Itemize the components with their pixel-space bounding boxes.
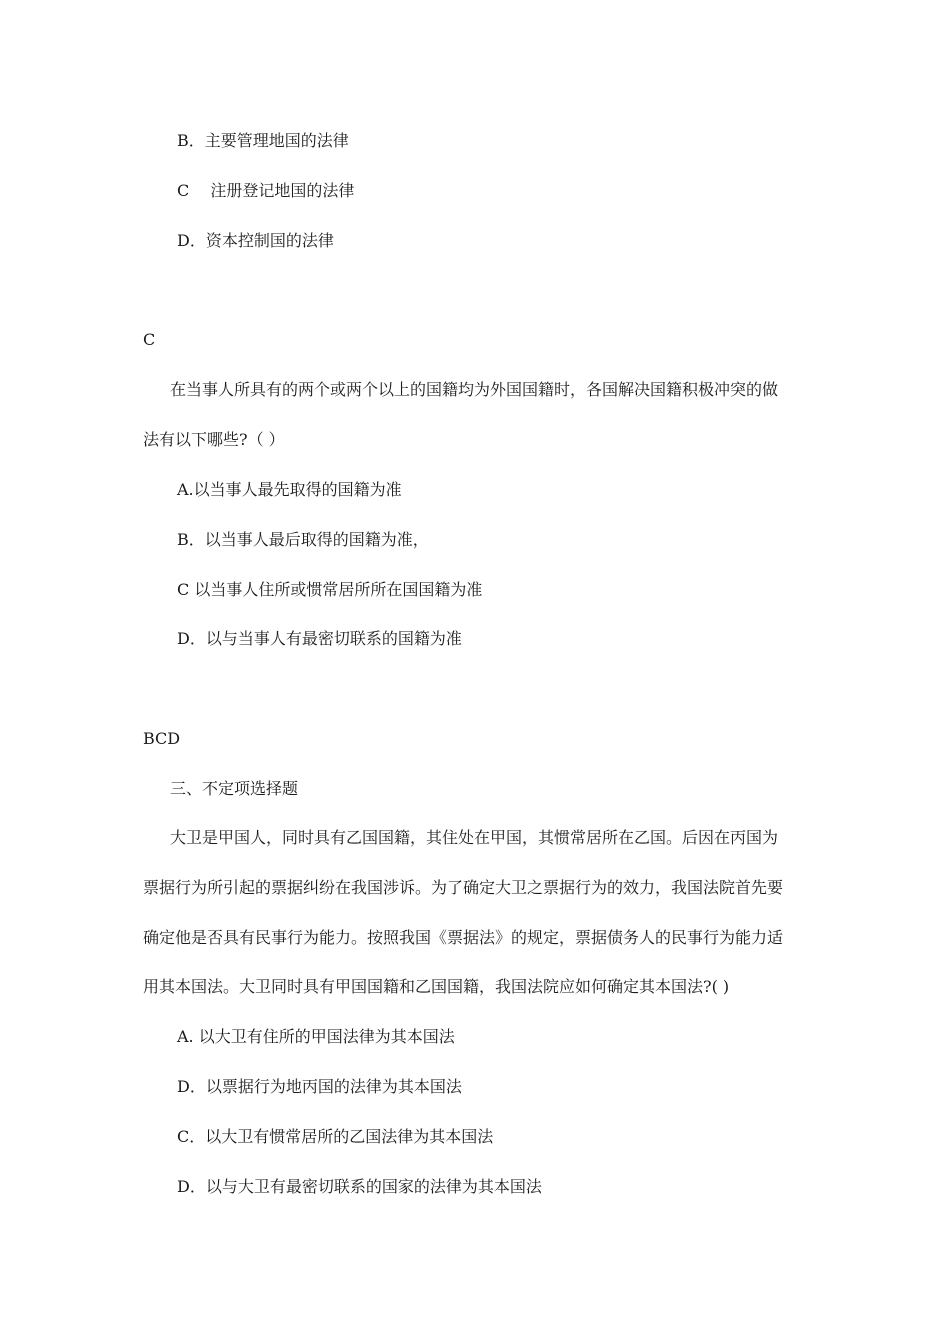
- q2-option-a: A.以当事人最先取得的国籍为准: [177, 480, 402, 499]
- q1-option-b: B．主要管理地国的法律: [177, 131, 349, 150]
- section-heading: 三、不定项选择题: [170, 779, 299, 798]
- q3-stem-line-2: 票据行为所引起的票据纠纷在我国涉诉。为了确定大卫之票据行为的效力，我国法院首先要: [143, 878, 784, 897]
- q3-option-a: A. 以大卫有住所的甲国法律为其本国法: [177, 1027, 455, 1046]
- q3-option-d-second: D．以与大卫有最密切联系的国家的法律为其本国法: [177, 1177, 542, 1196]
- q1-option-d: D．资本控制国的法律: [177, 231, 334, 250]
- q3-stem-line-4: 用其本国法。大卫同时具有甲国国籍和乙国国籍，我国法院应如何确定其本国法?( ): [143, 977, 730, 996]
- q3-option-d-first: D．以票据行为地丙国的法律为其本国法: [177, 1077, 462, 1096]
- q1-answer: C: [143, 330, 156, 349]
- q2-stem-line-1: 在当事人所具有的两个或两个以上的国籍均为外国国籍时，各国解决国籍积极冲突的做: [170, 380, 779, 399]
- q3-stem-line-3: 确定他是否具有民事行为能力。按照我国《票据法》的规定，票据债务人的民事行为能力适: [143, 928, 784, 947]
- q2-option-c: C 以当事人住所或惯常居所所在国国籍为准: [177, 580, 483, 599]
- q3-option-c: C．以大卫有惯常居所的乙国法律为其本国法: [177, 1127, 494, 1146]
- q2-stem-line-2: 法有以下哪些?（ ）: [143, 430, 285, 449]
- q2-option-d: D．以与当事人有最密切联系的国籍为准: [177, 629, 462, 648]
- q2-option-b: B．以当事人最后取得的国籍为准，: [177, 530, 429, 549]
- q3-stem-line-1: 大卫是甲国人，同时具有乙国国籍，其住处在甲国，其惯常居所在乙国。后因在丙国为: [170, 828, 779, 847]
- q1-option-c: C 注册登记地国的法律: [177, 181, 355, 200]
- q2-answer: BCD: [143, 729, 181, 748]
